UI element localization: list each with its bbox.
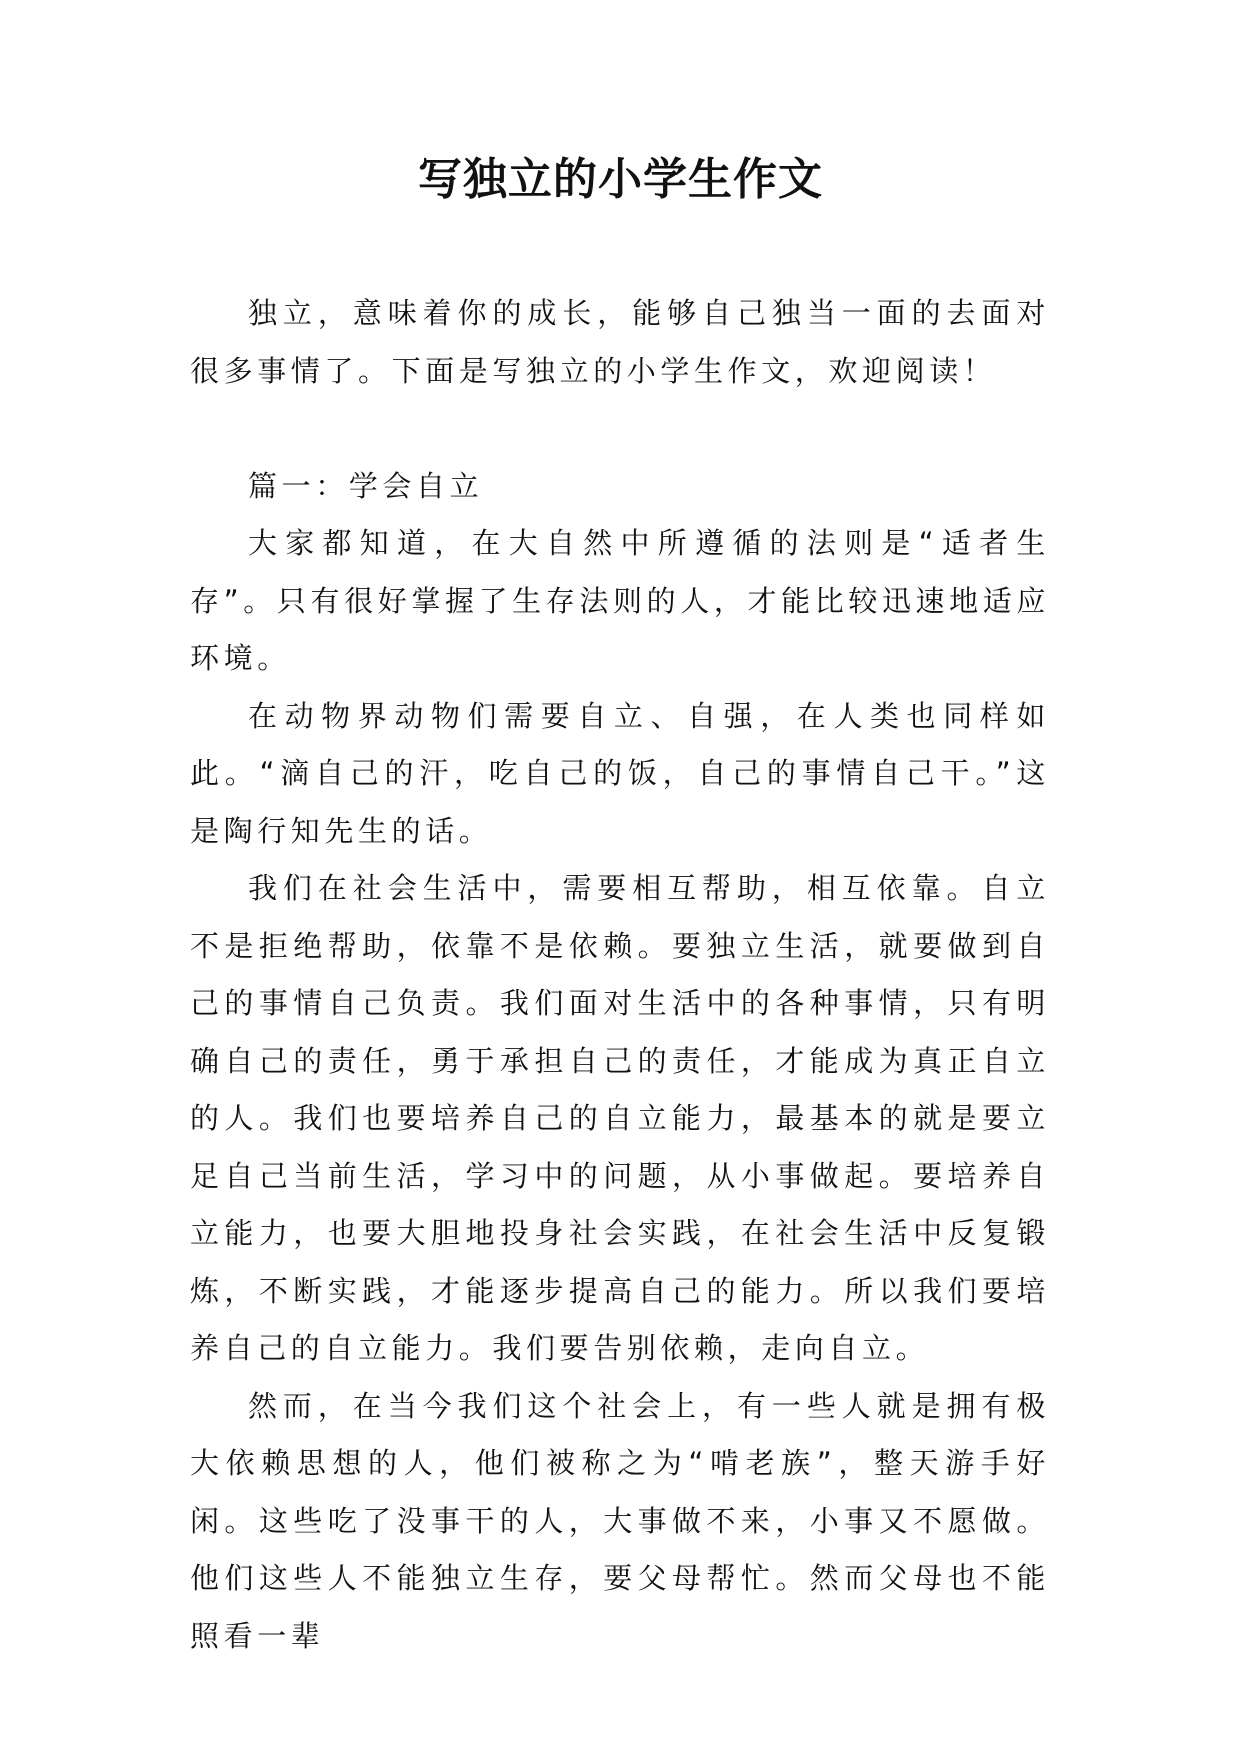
section-heading: 篇一：学会自立 <box>248 468 484 503</box>
body-paragraph: 大家都知道，在大自然中所遵循的法则是“适者生存”。只有很好掌握了生存法则的人，才能比较迅速地适应环境。 <box>190 526 1050 675</box>
body-paragraph: 我们在社会生活中，需要相互帮助，相互依靠。自立不是拒绝帮助，依靠不是依赖。要独立生活，就要做到自己的事情自己负责。我们面对生活中的各种事情，只有明确自己的责任，勇于承担自己的责任，才能成为真正自立的人。我们也要培养自己的自立能力，最基本的就是要立足自己当前生活，学习中的问题，从小事做起。要培养自立能力，也要大胆地投身社会实践，在社会生活中反复锻炼，不断实践，才能逐步提高自己的能力。所以我们要培养自己的自立能力。我们要告别依赖，走向自立。 <box>190 871 1050 1365</box>
body-paragraph: 然而，在当今我们这个社会上，有一些人就是拥有极大依赖思想的人，他们被称之为“啃老族”，整天游手好闲。这些吃了没事干的人，大事做不来，小事又不愿做。他们这些人不能独立生存，要父母帮忙。然而父母也不能照看一辈 <box>190 1388 1050 1653</box>
document-title: 写独立的小学生作文 <box>418 154 823 205</box>
document-body <box>190 285 1050 1665</box>
body-paragraph: 在动物界动物们需要自立、自强，在人类也同样如此。“滴自己的汗，吃自己的饭，自己的事情自己干。”这是陶行知先生的话。 <box>190 698 1050 848</box>
intro-paragraph: 独立，意味着你的成长，能够自己独当一面的去面对很多事情了。下面是写独立的小学生作文，欢迎阅读！ <box>190 296 1050 388</box>
